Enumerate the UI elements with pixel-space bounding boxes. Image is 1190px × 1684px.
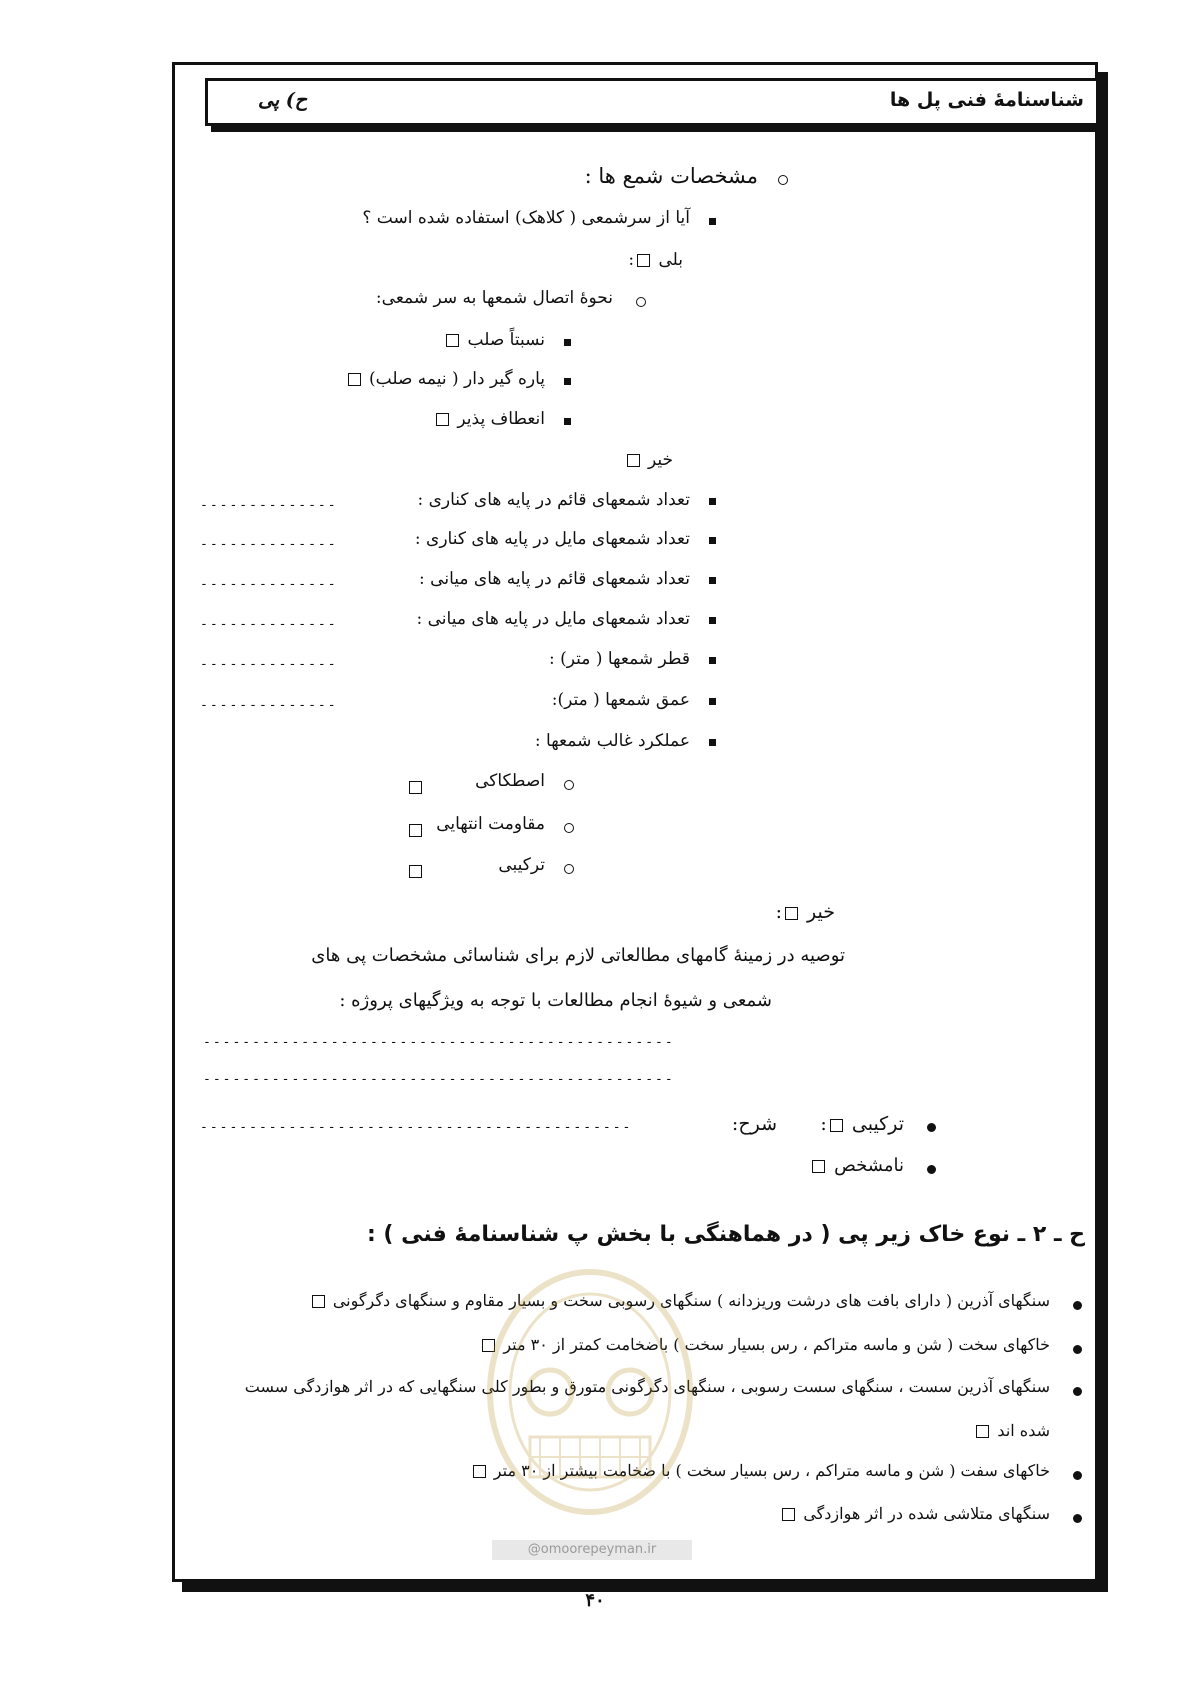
connection-option-semi-rigid: پاره گیر دار ( نیمه صلب): [345, 369, 545, 389]
behavior-option-end-bearing: مقاومت انتهایی: [436, 814, 545, 834]
bullet-square-icon: [709, 218, 716, 225]
field-value[interactable]: --------------: [200, 657, 338, 672]
checkbox-unknown[interactable]: [812, 1160, 825, 1173]
bullet-square-icon: [709, 617, 716, 624]
field-label: عمق شمعها ( متر):: [551, 690, 690, 710]
connection-option-rigid: نسبتاً صلب: [443, 330, 545, 350]
bullet-circle-icon: [564, 864, 574, 874]
field-value[interactable]: --------------: [200, 537, 338, 552]
page-number: ۴۰: [585, 1590, 605, 1611]
bullet-square-icon: [709, 698, 716, 705]
yes-option: بلی :: [628, 250, 683, 270]
connection-option-flexible: انعطاف پذیر: [433, 409, 545, 429]
soil-item: خاکهای سفت ( شن و ماسه متراکم ، رس بسیار سخت ) با ضخامت بیشتر از ۳۰ متر: [470, 1461, 1050, 1480]
bullet-square-icon: [564, 418, 571, 425]
checkbox-semi-rigid[interactable]: [348, 373, 361, 386]
watermark-seal-icon: [480, 1262, 700, 1522]
checkbox-soil-1[interactable]: [312, 1295, 325, 1308]
checkbox-no-2[interactable]: [785, 907, 798, 920]
bullet-disc-icon: [1073, 1514, 1082, 1523]
field-value[interactable]: --------------: [200, 617, 338, 632]
checkbox-other-combined[interactable]: [830, 1119, 843, 1132]
bullet-disc-icon: [1073, 1301, 1082, 1310]
field-label: تعداد شمعهای مایل در پایه های میانی :: [416, 609, 690, 629]
no-option-2: خیر :: [775, 901, 835, 923]
behavior-heading: عملکرد غالب شمعها :: [534, 731, 690, 751]
checkbox-friction[interactable]: [409, 781, 422, 794]
bullet-square-icon: [564, 339, 571, 346]
checkbox-end-bearing[interactable]: [409, 824, 422, 837]
checkbox-rigid[interactable]: [446, 334, 459, 347]
blank-line[interactable]: ------------------------------------------------: [203, 1035, 675, 1050]
watermark-url: @omoorepeyman.ir: [492, 1540, 692, 1560]
behavior-option-friction: اصطکاکی: [475, 771, 545, 791]
bullet-circle-icon: [564, 823, 574, 833]
soil-item: سنگهای آذرین ( دارای بافت های درشت وریزدانه ) سنگهای رسوبی سخت و بسیار مقاوم و سنگهای دگرگونی: [309, 1291, 1050, 1310]
piles-heading: مشخصات شمع ها :: [584, 164, 758, 188]
bullet-circle-icon: [778, 175, 788, 185]
bullet-disc-icon: [1073, 1387, 1082, 1396]
bullet-square-icon: [709, 498, 716, 505]
field-value[interactable]: --------------: [200, 498, 338, 513]
document-title: شناسنامهٔ فنی پل ها: [889, 89, 1084, 111]
section-label: ح) پی: [258, 89, 307, 111]
recommendation-line-2: شمعی و شیوهٔ انجام مطالعات با توجه به ویژگیهای پروژه :: [339, 990, 772, 1011]
describe-value[interactable]: --------------------------------------------: [200, 1120, 633, 1135]
combined-option: ترکیبی :: [820, 1113, 904, 1135]
bullet-square-icon: [709, 657, 716, 664]
checkbox-soil-5[interactable]: [782, 1508, 795, 1521]
checkbox-combined[interactable]: [409, 865, 422, 878]
checkbox-yes[interactable]: [637, 254, 650, 267]
bullet-disc-icon: [927, 1123, 936, 1132]
field-value[interactable]: --------------: [200, 577, 338, 592]
soil-item: سنگهای آذرین سست ، سنگهای سست رسوبی ، سنگهای دگرگونی متورق و بطور کلی سنگهایی که در اثر هوازدگی سست: [244, 1377, 1050, 1396]
bullet-disc-icon: [927, 1165, 936, 1174]
bullet-disc-icon: [1073, 1471, 1082, 1480]
bullet-circle-icon: [564, 780, 574, 790]
describe-label: شرح:: [731, 1113, 777, 1135]
behavior-option-combined: ترکیبی: [498, 855, 545, 875]
field-label: تعداد شمعهای قائم در پایه های کناری :: [417, 490, 690, 510]
connection-heading: نحوهٔ اتصال شمعها به سر شمعی:: [375, 288, 613, 308]
checkbox-no[interactable]: [627, 454, 640, 467]
bullet-disc-icon: [1073, 1345, 1082, 1354]
field-label: قطر شمعها ( متر) :: [549, 649, 690, 669]
bullet-circle-icon: [636, 297, 646, 307]
bullet-square-icon: [709, 537, 716, 544]
blank-line[interactable]: ------------------------------------------------: [203, 1072, 675, 1087]
recommendation-line-1: توصیه در زمینهٔ گامهای مطالعاتی لازم برای شناسائی مشخصات پی های: [311, 945, 845, 966]
bullet-square-icon: [709, 739, 716, 746]
no-option: خیر: [624, 450, 673, 470]
field-value[interactable]: --------------: [200, 698, 338, 713]
bullet-square-icon: [564, 378, 571, 385]
cap-question: آیا از سرشمعی ( کلاهک) استفاده شده است ؟: [362, 208, 690, 228]
soil-item: سنگهای متلاشی شده در اثر هوازدگی: [779, 1504, 1050, 1523]
field-label: تعداد شمعهای قائم در پایه های میانی :: [419, 569, 690, 589]
bullet-square-icon: [709, 577, 716, 584]
checkbox-soil-3[interactable]: [976, 1425, 989, 1438]
soil-heading: ح ـ ۲ ـ نوع خاک زیر پی ( در هماهنگی با بخش پ شناسنامهٔ فنی ) :: [366, 1222, 1085, 1247]
field-label: تعداد شمعهای مایل در پایه های کناری :: [414, 529, 690, 549]
soil-item: خاکهای سخت ( شن و ماسه متراکم ، رس بسیار سخت ) باضخامت کمتر از ۳۰ متر: [479, 1335, 1050, 1354]
soil-item-continuation: شده اند: [973, 1421, 1050, 1440]
unknown-option: نامشخص: [809, 1155, 904, 1176]
checkbox-flexible[interactable]: [436, 413, 449, 426]
page-header: [205, 78, 1099, 126]
